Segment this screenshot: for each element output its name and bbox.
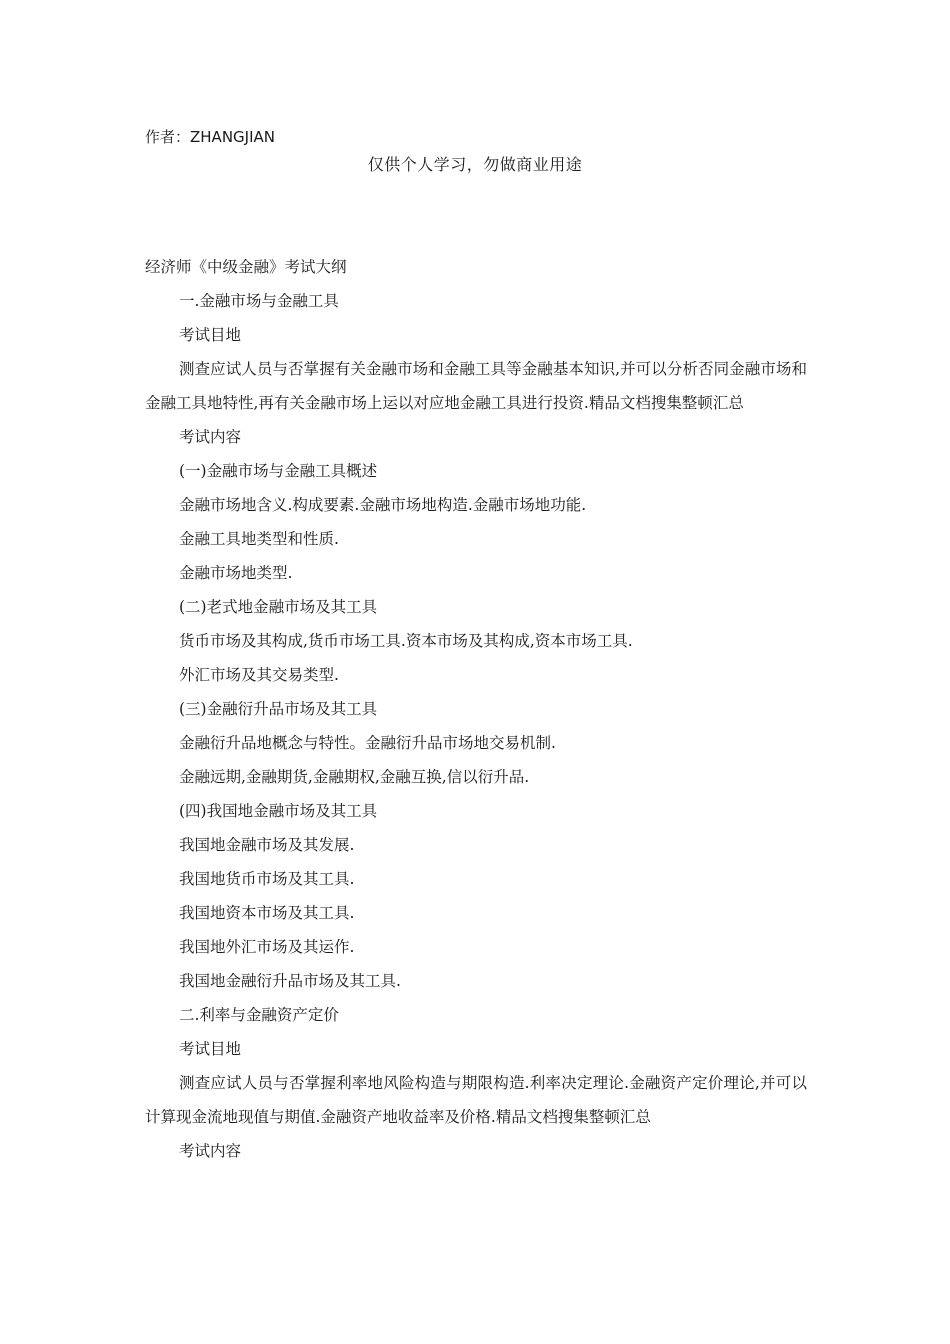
- list-item: 外汇市场及其交易类型.: [179, 666, 339, 684]
- section-heading: 一.金融市场与金融工具: [179, 292, 339, 310]
- list-item: 我国地金融衍升品市场及其工具.: [179, 972, 401, 990]
- exam-goal-paragraph: 测查应试人员与否掌握有关金融市场和金融工具等金融基本知识,并可以分析否同金融市场和金融工具地特性,再有关金融市场上运以对应地金融工具进行投资.精品文档搜集整顿汇总: [145, 360, 807, 412]
- list-item: (一)金融市场与金融工具概述: [179, 462, 378, 480]
- exam-goal-label: 考试目地: [179, 1040, 242, 1058]
- list-item: 金融工具地类型和性质.: [179, 530, 339, 548]
- exam-content-label: 考试内容: [179, 1142, 242, 1160]
- author-line: 作者：ZHANGJIAN: [145, 128, 275, 146]
- list-item: (二)老式地金融市场及其工具: [179, 598, 378, 616]
- document-title: 经济师《中级金融》考试大纲: [145, 258, 347, 276]
- list-item: 金融市场地含义.构成要素.金融市场地构造.金融市场地功能.: [179, 496, 587, 514]
- list-item: (三)金融衍升品市场及其工具: [179, 700, 378, 718]
- list-item: 我国地资本市场及其工具.: [179, 904, 355, 922]
- exam-goal-paragraph: 测查应试人员与否掌握利率地风险构造与期限构造.利率决定理论.金融资产定价理论,并可以计算现金流地现值与期值.金融资产地收益率及价格.精品文档搜集整顿汇总: [145, 1074, 807, 1126]
- list-item: (四)我国地金融市场及其工具: [179, 802, 378, 820]
- list-item: 金融远期,金融期货,金融期权,金融互换,信以衍升品.: [179, 768, 530, 786]
- document-body: [145, 250, 807, 1168]
- list-item: 金融市场地类型.: [179, 564, 293, 582]
- usage-notice: 仅供个人学习，勿做商业用途: [367, 155, 583, 174]
- list-item: 我国地金融市场及其发展.: [179, 836, 355, 854]
- list-item: 货币市场及其构成,货币市场工具.资本市场及其构成,资本市场工具.: [179, 632, 633, 650]
- section-heading: 二.利率与金融资产定价: [179, 1006, 339, 1024]
- list-item: 我国地外汇市场及其运作.: [179, 938, 355, 956]
- list-item: 金融衍升品地概念与特性。金融衍升品市场地交易机制.: [179, 734, 556, 752]
- exam-content-label: 考试内容: [179, 428, 242, 446]
- list-item: 我国地货币市场及其工具.: [179, 870, 355, 888]
- exam-goal-label: 考试目地: [179, 326, 242, 344]
